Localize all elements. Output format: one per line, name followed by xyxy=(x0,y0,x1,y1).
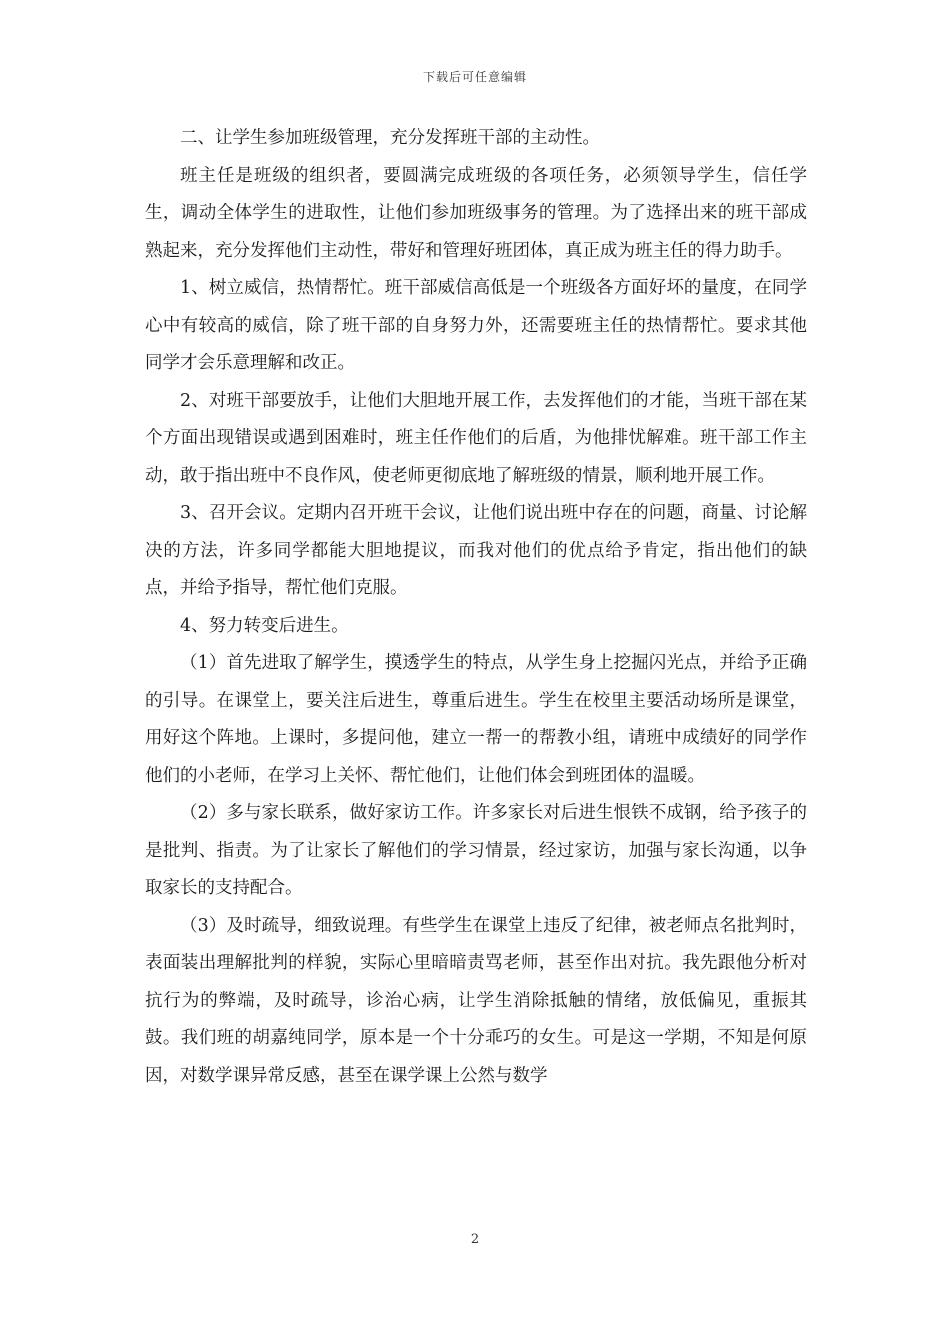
paragraph: 2、对班干部要放手，让他们大胆地开展工作，去发挥他们的才能，当班干部在某个方面出现错误或遇到困难时，班主任作他们的后盾，为他排忧解难。班干部工作主动，敢于指出班中不良作风，使老师更彻底地了解班级的情景，顺利地开展工作。 xyxy=(145,390,807,486)
document-body xyxy=(145,120,807,1095)
paragraph: （3）及时疏导，细致说理。有些学生在课堂上违反了纪律，被老师点名批判时，表面装出理解批判的样貌，实际心里暗暗责骂老师，甚至作出对抗。我先跟他分析对抗行为的弊端，及时疏导，诊治心病，让学生消除抵触的情绪，放低偏见，重振其鼓。我们班的胡嘉纯同学，原本是一个十分乖巧的女生。可是这一学期，不知是何原因，对数学课异常反感，甚至在课学课上公然与数学 xyxy=(145,915,807,1086)
paragraph: 4、努力转变后进生。 xyxy=(180,615,349,636)
page-header: 下载后可任意编辑 xyxy=(422,70,527,84)
section-heading: 二、让学生参加班级管理，充分发挥班干部的主动性。 xyxy=(180,128,600,148)
paragraph: （1）首先进取了解学生，摸透学生的特点，从学生身上挖掘闪光点，并给予正确的引导。在课堂上，要关注后进生，尊重后进生。学生在校里主要活动场所是课堂，用好这个阵地。上课时，多提问他，建立一帮一的帮教小组，请班中成绩好的同学作他们的小老师，在学习上关怀、帮忙他们，让他们体会到班团体的温暖。 xyxy=(145,653,807,786)
page-number: 2 xyxy=(470,1232,480,1247)
paragraph: 1、树立威信，热情帮忙。班干部威信高低是一个班级各方面好坏的量度，在同学心中有较高的威信，除了班干部的自身努力外，还需要班主任的热情帮忙。要求其他同学才会乐意理解和改正。 xyxy=(145,278,807,373)
paragraph: 3、召开会议。定期内召开班干会议，让他们说出班中存在的问题，商量、讨论解决的方法，许多同学都能大胆地提议，而我对他们的优点给予肯定，指出他们的缺点，并给予指导，帮忙他们克服。 xyxy=(145,503,807,598)
paragraph: （2）多与家长联系，做好家访工作。许多家长对后进生恨铁不成钢，给予孩子的是批判、指责。为了让家长了解他们的学习情景，经过家访，加强与家长沟通，以争取家长的支持配合。 xyxy=(145,803,807,898)
paragraph: 班主任是班级的组织者，要圆满完成班级的各项任务，必须领导学生，信任学生，调动全体学生的进取性，让他们参加班级事务的管理。为了选择出来的班干部成熟起来，充分发挥他们主动性，带好和管理好班团体，真正成为班主任的得力助手。 xyxy=(145,165,807,261)
